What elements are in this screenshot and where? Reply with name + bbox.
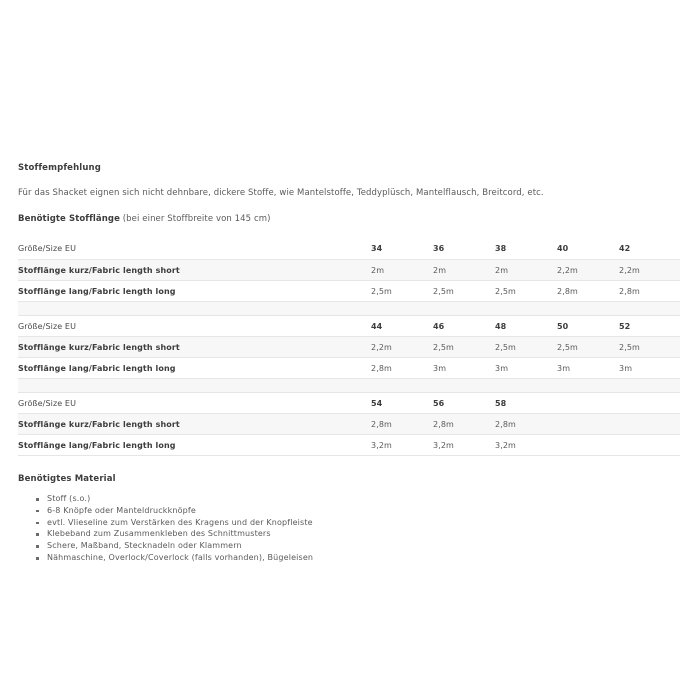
long-length-value: 3,2m <box>433 435 495 456</box>
material-list-item: Nähmaschine, Overlock/Coverlock (falls vorhanden), Bügeleisen <box>36 552 662 564</box>
table-row-long <box>18 358 680 379</box>
table-block-spacer <box>18 379 680 393</box>
long-length-value <box>557 435 619 456</box>
material-list <box>18 493 662 564</box>
size-value: 54 <box>371 393 433 414</box>
long-length-value: 3m <box>619 358 680 379</box>
short-length-value: 2,5m <box>619 337 680 358</box>
short-row-label: Stofflänge kurz/Fabric length short <box>18 414 371 435</box>
size-value: 56 <box>433 393 495 414</box>
size-row-label: Größe/Size EU <box>18 393 371 414</box>
long-length-value: 2,8m <box>619 281 680 302</box>
size-value: 52 <box>619 316 680 337</box>
short-length-value <box>557 414 619 435</box>
long-row-label: Stofflänge lang/Fabric length long <box>18 358 371 379</box>
short-row-label: Stofflänge kurz/Fabric length short <box>18 337 371 358</box>
size-value: 40 <box>557 239 619 260</box>
long-length-value: 2,8m <box>371 358 433 379</box>
size-value: 42 <box>619 239 680 260</box>
short-length-value: 2m <box>433 260 495 281</box>
fabric-length-heading-bold: Benötigte Stofflänge <box>18 214 120 225</box>
material-heading: Benötigtes Material <box>18 474 116 485</box>
short-length-value: 2,8m <box>433 414 495 435</box>
table-block-spacer-cell <box>18 379 680 393</box>
fabric-recommendation-heading: Stoffempfehlung <box>18 163 101 173</box>
size-table <box>18 239 680 457</box>
short-length-value: 2m <box>495 260 557 281</box>
material-list-item: Stoff (s.o.) <box>36 493 662 505</box>
short-length-value: 2,8m <box>371 414 433 435</box>
table-row-short <box>18 414 680 435</box>
long-length-value <box>619 435 680 456</box>
size-value: 38 <box>495 239 557 260</box>
size-value: 50 <box>557 316 619 337</box>
long-length-value: 2,8m <box>557 281 619 302</box>
long-length-value: 2,5m <box>495 281 557 302</box>
long-length-value: 3,2m <box>495 435 557 456</box>
short-length-value: 2,5m <box>495 337 557 358</box>
size-table-body <box>18 239 680 456</box>
short-row-label: Stofflänge kurz/Fabric length short <box>18 260 371 281</box>
short-length-value: 2m <box>371 260 433 281</box>
short-length-value: 2,5m <box>433 337 495 358</box>
size-value <box>619 393 680 414</box>
fabric-length-tables <box>18 239 662 457</box>
content-container <box>18 163 662 564</box>
table-row-short <box>18 337 680 358</box>
size-value: 48 <box>495 316 557 337</box>
fabric-length-heading <box>18 214 662 224</box>
table-block-spacer <box>18 302 680 316</box>
material-list-item: 6-8 Knöpfe oder Manteldruckknöpfe <box>36 505 662 517</box>
long-length-value: 2,5m <box>433 281 495 302</box>
material-list-item: Klebeband zum Zusammenkleben des Schnittmusters <box>36 528 662 540</box>
long-row-label: Stofflänge lang/Fabric length long <box>18 281 371 302</box>
fabric-recommendation-paragraph: Für das Shacket eignen sich nicht dehnbare, dickere Stoffe, wie Mantelstoffe, Teddyplüsch, Mantelflausch, Breitcord, etc. <box>18 188 544 199</box>
table-block-spacer-cell <box>18 302 680 316</box>
table-row-size-header <box>18 239 680 260</box>
short-length-value: 2,2m <box>557 260 619 281</box>
size-value: 58 <box>495 393 557 414</box>
long-length-value: 3,2m <box>371 435 433 456</box>
long-row-label: Stofflänge lang/Fabric length long <box>18 435 371 456</box>
short-length-value: 2,8m <box>495 414 557 435</box>
short-length-value: 2,2m <box>619 260 680 281</box>
short-length-value: 2,5m <box>557 337 619 358</box>
long-length-value: 3m <box>433 358 495 379</box>
material-list-item: Schere, Maßband, Stecknadeln oder Klammern <box>36 540 662 552</box>
table-row-size-header <box>18 393 680 414</box>
size-row-label: Größe/Size EU <box>18 316 371 337</box>
long-length-value: 3m <box>495 358 557 379</box>
size-value: 34 <box>371 239 433 260</box>
size-value: 36 <box>433 239 495 260</box>
table-row-long <box>18 435 680 456</box>
fabric-length-heading-note: (bei einer Stoffbreite von 145 cm) <box>119 214 271 225</box>
size-row-label: Größe/Size EU <box>18 239 371 260</box>
long-length-value: 3m <box>557 358 619 379</box>
table-row-short <box>18 260 680 281</box>
short-length-value <box>619 414 680 435</box>
table-row-size-header <box>18 316 680 337</box>
material-list-item: evtl. Vlieseline zum Verstärken des Kragens und der Knopfleiste <box>36 517 662 529</box>
table-row-long <box>18 281 680 302</box>
size-value: 44 <box>371 316 433 337</box>
size-value: 46 <box>433 316 495 337</box>
size-value <box>557 393 619 414</box>
long-length-value: 2,5m <box>371 281 433 302</box>
short-length-value: 2,2m <box>371 337 433 358</box>
